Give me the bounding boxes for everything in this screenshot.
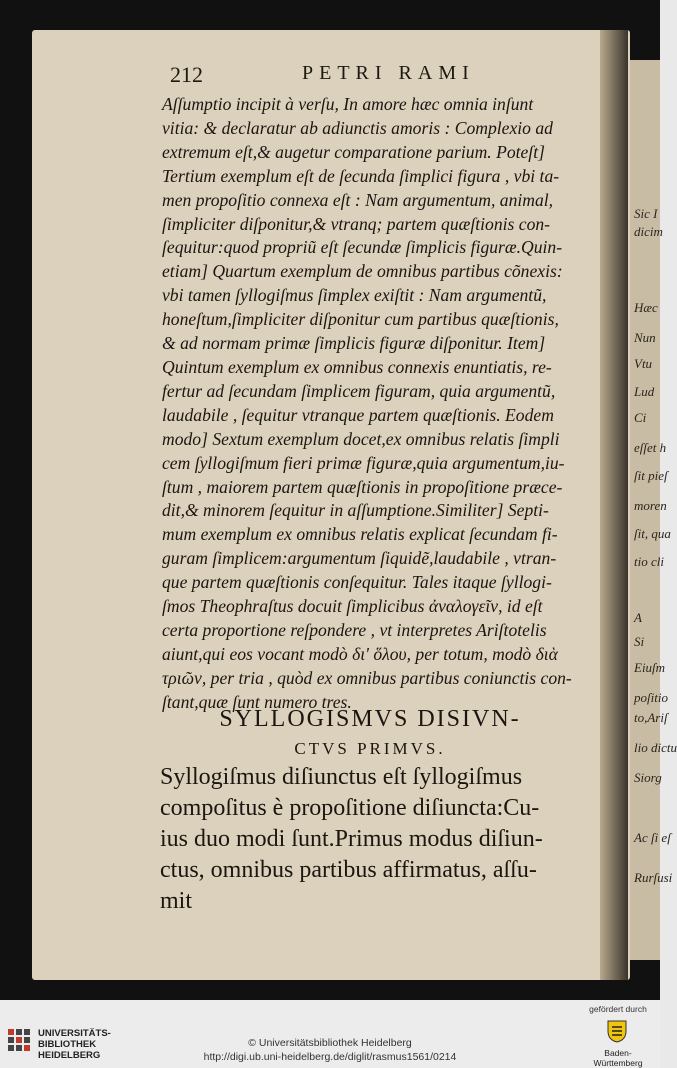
italic-text-line: mum exemplum ex omnibus relatis explicat ſecundam fi-: [162, 524, 558, 545]
margin-fragment: ſit, qua: [634, 526, 671, 541]
sponsor-name: Baden-Württemberg: [593, 1048, 643, 1068]
italic-text-line: modo] Sextum exemplum docet,ex omnibus relatis ſimpli: [162, 428, 560, 449]
italic-commentary-text: [162, 93, 590, 715]
running-head: PETRI RAMI: [302, 62, 475, 84]
italic-text-line: & ad normam primæ ſimplicis figuræ diſponitur. Item]: [162, 333, 546, 354]
margin-fragment: poſitio: [634, 690, 668, 705]
italic-text-line: Quintum exemplum ex omnibus connexis enuntiatis, re-: [162, 356, 552, 377]
margin-fragment: to,Ariſ: [634, 710, 668, 725]
italic-text-line: extremum eſt,& augetur comparatione parium. Poteſt]: [162, 141, 545, 162]
page-number: 212: [170, 62, 203, 87]
italic-text-line: ſtant,quæ ſunt numero tres.: [162, 691, 352, 712]
margin-fragment: Nun: [634, 330, 656, 345]
margin-fragment: Ci: [634, 410, 647, 425]
margin-fragment: Rurſusi: [634, 870, 673, 885]
section-heading: SYLLOGISMVS DISIVN-: [219, 706, 521, 732]
viewer-footer: [0, 1000, 660, 1068]
margin-fragment: tio cli: [634, 554, 664, 569]
copyright-notice: © Universitätsbibliothek Heidelberg: [248, 1037, 412, 1049]
margin-fragment: Siorg: [634, 770, 662, 785]
margin-fragment: Eiuſm: [634, 660, 666, 675]
page-header: [162, 62, 582, 88]
library-name-line2: BIBLIOTHEK: [38, 1039, 97, 1050]
margin-fragment: Si: [634, 634, 645, 649]
sponsor-logo[interactable]: [580, 1004, 656, 1068]
margin-fragment: Sic I: [634, 206, 658, 221]
italic-text-line: aiunt,qui eos vocant modò δι' ὅλου, per totum, modò διὰ: [162, 643, 558, 664]
italic-text-line: guram ſimplicem:argumentum ſiquidẽ,laudabile , vtran-: [162, 548, 557, 569]
roman-text-line: ctus, omnibus partibus affirmatus, aſſu-: [160, 857, 537, 883]
italic-text-line: cem ſyllogiſmum fieri primæ figuræ,quia argumentum,iu-: [162, 452, 565, 473]
italic-text-line: certa proportione reſpondere , vt interpretes Ariſtotelis: [162, 619, 547, 640]
margin-fragment: Hæc: [634, 300, 658, 315]
sponsor-label: gefördert durch: [589, 1004, 647, 1014]
italic-text-line: ſequitur:quod propriũ eſt ſecundæ ſimplicis figuræ.Quin-: [162, 237, 563, 258]
italic-text-line: ſmos Theophraſtus docuit ſimplicibus ἀναλογεῖν, id eſt: [162, 596, 543, 617]
italic-text-line: vbi tamen ſyllogiſmus ſimplex exiſtit : Nam argumentũ,: [162, 285, 547, 306]
margin-fragment: A: [634, 610, 642, 625]
page-gutter-shadow: [600, 30, 628, 980]
roman-text-line: Syllogiſmus diſiunctus eſt ſyllogiſmus: [160, 764, 523, 790]
margin-fragment: dicim: [634, 224, 663, 239]
italic-text-line: Aſſumptio incipit à verſu, In amore hæc omnia inſunt: [162, 94, 534, 114]
italic-text-line: dit,& minorem ſequitur in aſſumptione.Similiter] Septi-: [162, 500, 549, 521]
library-name-line3: HEIDELBERG: [38, 1050, 101, 1061]
italic-text-line: τριῶν, per tria , quòd ex omnibus partibus coniunctis con-: [162, 667, 572, 688]
section-subheading: CTVS PRIMVS.: [294, 739, 446, 758]
margin-fragment: Ac ſi eſ: [634, 830, 671, 845]
margin-fragment: eſſet h: [634, 440, 667, 455]
italic-text-line: fertur ad ſecundam ſimplicem figuram, quia argumentũ,: [162, 380, 556, 401]
italic-text-line: laudabile , ſequitur vtranque partem quæſtionis. Eodem: [162, 404, 554, 425]
italic-text-line: men propoſitio connexa eſt : Nam argumentum, animal,: [162, 189, 554, 210]
italic-text-line: etiam] Quartum exemplum de omnibus partibus cõnexis:: [162, 261, 563, 282]
margin-fragment: ſit pieſ: [634, 468, 668, 483]
state-crest-icon: [606, 1019, 628, 1043]
italic-text-line: ſtum , maiorem partem quæſtionis in propoſitione præce-: [162, 476, 563, 497]
italic-text-line: que partem quæſtionis conſequitur. Tales itaque ſyllogi-: [162, 572, 552, 593]
margin-fragment: Vtu: [634, 356, 653, 371]
library-name-line1: UNIVERSITÄTS-: [38, 1028, 111, 1039]
roman-text-line: compoſitus è propoſitione diſiuncta:Cu-: [160, 795, 540, 821]
italic-text-line: Tertium exemplum eſt de ſecunda ſimplici figura , vbi ta-: [162, 165, 560, 186]
margin-fragment: moren: [634, 498, 667, 513]
italic-text-line: vitia: & declaratur ab adiunctis amoris : Complexio ad: [162, 117, 553, 138]
roman-text-line: ius duo modi ſunt.Primus modus diſiun-: [160, 826, 543, 852]
margin-fragment: lio dictu: [634, 740, 677, 755]
roman-body-text: [160, 762, 590, 917]
roman-text-line: mit: [160, 888, 193, 914]
margin-fragment: Lud: [634, 384, 655, 399]
permalink-url[interactable]: http://digi.ub.uni-heidelberg.de/diglit/rasmus1561/0214: [203, 1051, 457, 1063]
italic-text-line: ſimpliciter diſponitur,& vtranq; partem quæſtionis con-: [162, 213, 551, 234]
italic-text-line: honeſtum,ſimpliciter diſponitur cum partibus quæſtionis,: [162, 309, 559, 330]
